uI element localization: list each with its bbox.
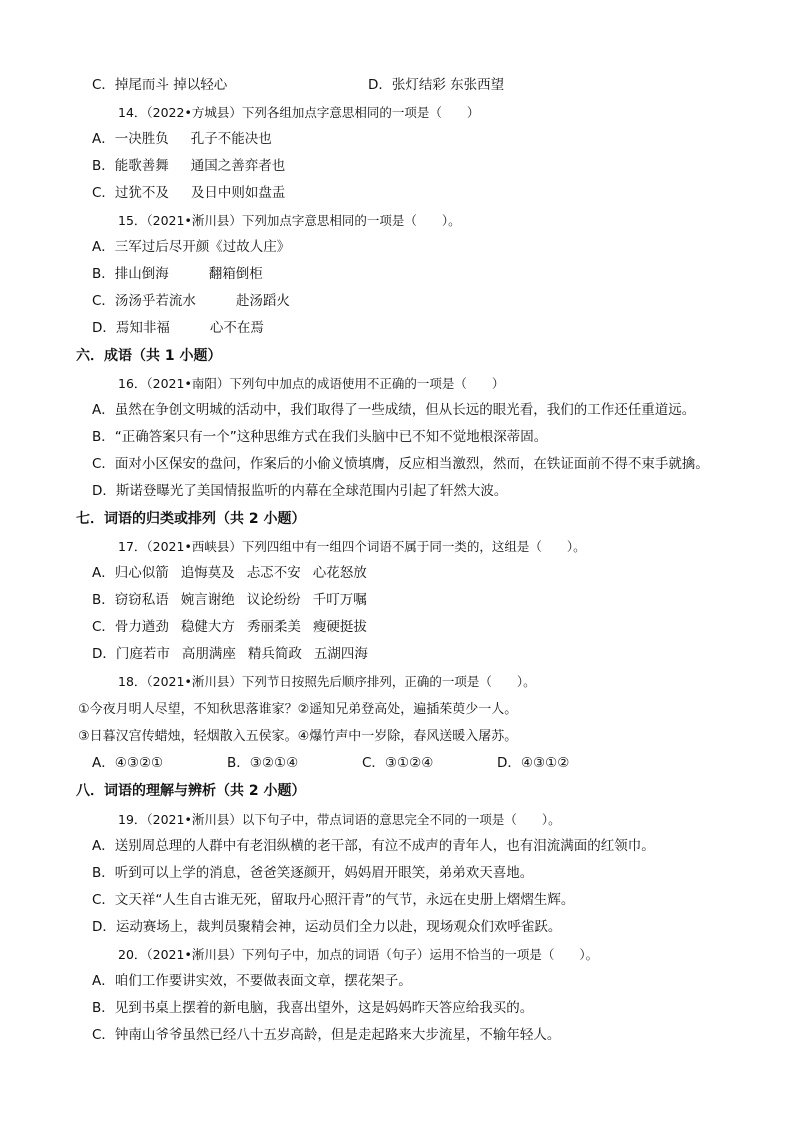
q15-option-b: B．排山倒海 翻箱倒柜 bbox=[92, 266, 263, 282]
q20-option-c: C．钟南山爷爷虽然已经八十五岁高龄，但是走起路来大步流星，不输年轻人。 bbox=[92, 1027, 561, 1043]
q13-option-d: D．张灯结彩 东张西望 bbox=[368, 77, 505, 93]
q16-option-c: C．面对小区保安的盘问，作案后的小偷义愤填膺，反应相当激烈，然而，在铁证面前不得不束手就擒。 bbox=[92, 456, 709, 472]
q18-option-d: D．④③①② bbox=[497, 755, 570, 771]
q18-option-c: C．③①②④ bbox=[362, 755, 434, 771]
q13-option-c: C．掉尾而斗 掉以轻心 bbox=[92, 77, 228, 93]
q14-option-c: C．过犹不及 及日中则如盘盂 bbox=[92, 185, 286, 201]
q17-option-c: C．骨力遒劲 稳健大方 秀丽柔美 瘦硬挺拔 bbox=[92, 619, 367, 635]
q18-option-b: B．③②①④ bbox=[227, 755, 299, 771]
q14-option-a: A．一决胜负 孔子不能决也 bbox=[92, 131, 272, 147]
q14-option-b: B．能歌善舞 通国之善弈者也 bbox=[92, 158, 286, 174]
section-7-heading: 七．词语的归类或排列（共 2 小题） bbox=[76, 511, 306, 527]
question-15-stem: 15．（2021•淅川县）下列加点字意思相同的一项是（ ）。 bbox=[118, 213, 461, 228]
q18-options-row bbox=[0, 750, 794, 777]
q20-option-a: A．咱们工作要讲实效，不要做表面文章，摆花架子。 bbox=[92, 973, 412, 989]
question-16-stem: 16．（2021•南阳）下列句中加点的成语使用不正确的一项是（ ） bbox=[118, 376, 505, 391]
q16-option-a: A．虽然在争创文明城的活动中，我们取得了一些成绩，但从长远的眼光看，我们的工作还任重道远。 bbox=[92, 402, 696, 418]
question-14-stem: 14．（2022•方城县）下列各组加点字意思相同的一项是（ ） bbox=[118, 105, 480, 120]
q15-option-c: C．汤汤乎若流水 赴汤蹈火 bbox=[92, 293, 290, 309]
q19-option-c: C．文天祥“人生自古谁无死，留取丹心照汗青”的气节，永远在史册上熠熠生辉。 bbox=[92, 892, 575, 908]
q19-option-a: A．送别周总理的人群中有老泪纵横的老干部，有泣不成声的青年人，也有泪流满面的红领巾。 bbox=[92, 838, 655, 854]
question-20-stem: 20．（2021•淅川县）下列句子中，加点的词语（句子）运用不恰当的一项是（ ）。 bbox=[118, 947, 599, 962]
q16-option-b: B．“正确答案只有一个”这种思维方式在我们头脑中已不知不觉地根深蒂固。 bbox=[92, 429, 548, 445]
q17-option-a: A．归心似箭 追悔莫及 忐忑不安 心花怒放 bbox=[92, 565, 367, 581]
q18-poem-line-2: ③日暮汉宫传蜡烛，轻烟散入五侯家。④爆竹声中一岁除，春风送暖入屠苏。 bbox=[78, 729, 518, 744]
q19-option-d: D．运动赛场上，裁判员聚精会神，运动员们全力以赴，现场观众们欢呼雀跃。 bbox=[92, 919, 562, 935]
question-18-stem: 18．（2021•淅川县）下列节日按照先后顺序排列，正确的一项是（ ）。 bbox=[118, 674, 536, 689]
q15-option-a: A．三军过后尽开颜《过故人庄》 bbox=[92, 239, 291, 255]
section-6-heading: 六．成语（共 1 小题） bbox=[76, 348, 222, 364]
q16-option-d: D．斯诺登曝光了美国情报监听的内幕在全球范围内引起了轩然大波。 bbox=[92, 483, 508, 499]
q19-option-b: B．听到可以上学的消息，爸爸笑逐颜开，妈妈眉开眼笑，弟弟欢天喜地。 bbox=[92, 865, 534, 881]
section-8-heading: 八．词语的理解与辨析（共 2 小题） bbox=[76, 783, 306, 799]
q15-option-d: D．焉知非福 心不在焉 bbox=[92, 320, 264, 336]
q18-option-a: A．④③②① bbox=[92, 755, 164, 771]
q17-option-d: D．门庭若市 高朋满座 精兵简政 五湖四海 bbox=[92, 646, 368, 662]
q17-option-b: B．窃窃私语 婉言谢绝 议论纷纷 千叮万嘱 bbox=[92, 592, 367, 608]
q20-option-b: B．见到书桌上摆着的新电脑，我喜出望外，这是妈妈昨天答应给我买的。 bbox=[92, 1000, 534, 1016]
question-19-stem: 19．（2021•淅川县）以下句子中，带点词语的意思完全不同的一项是（ ）。 bbox=[118, 812, 561, 827]
q18-poem-line-1: ①今夜月明人尽望，不知秋思落谁家？②遥知兄弟登高处，遍插茱萸少一人。 bbox=[78, 702, 518, 717]
question-17-stem: 17．（2021•西峡县）下列四组中有一组四个词语不属于同一类的，这组是（ ）。 bbox=[118, 539, 586, 554]
q13-options-row bbox=[0, 72, 794, 99]
